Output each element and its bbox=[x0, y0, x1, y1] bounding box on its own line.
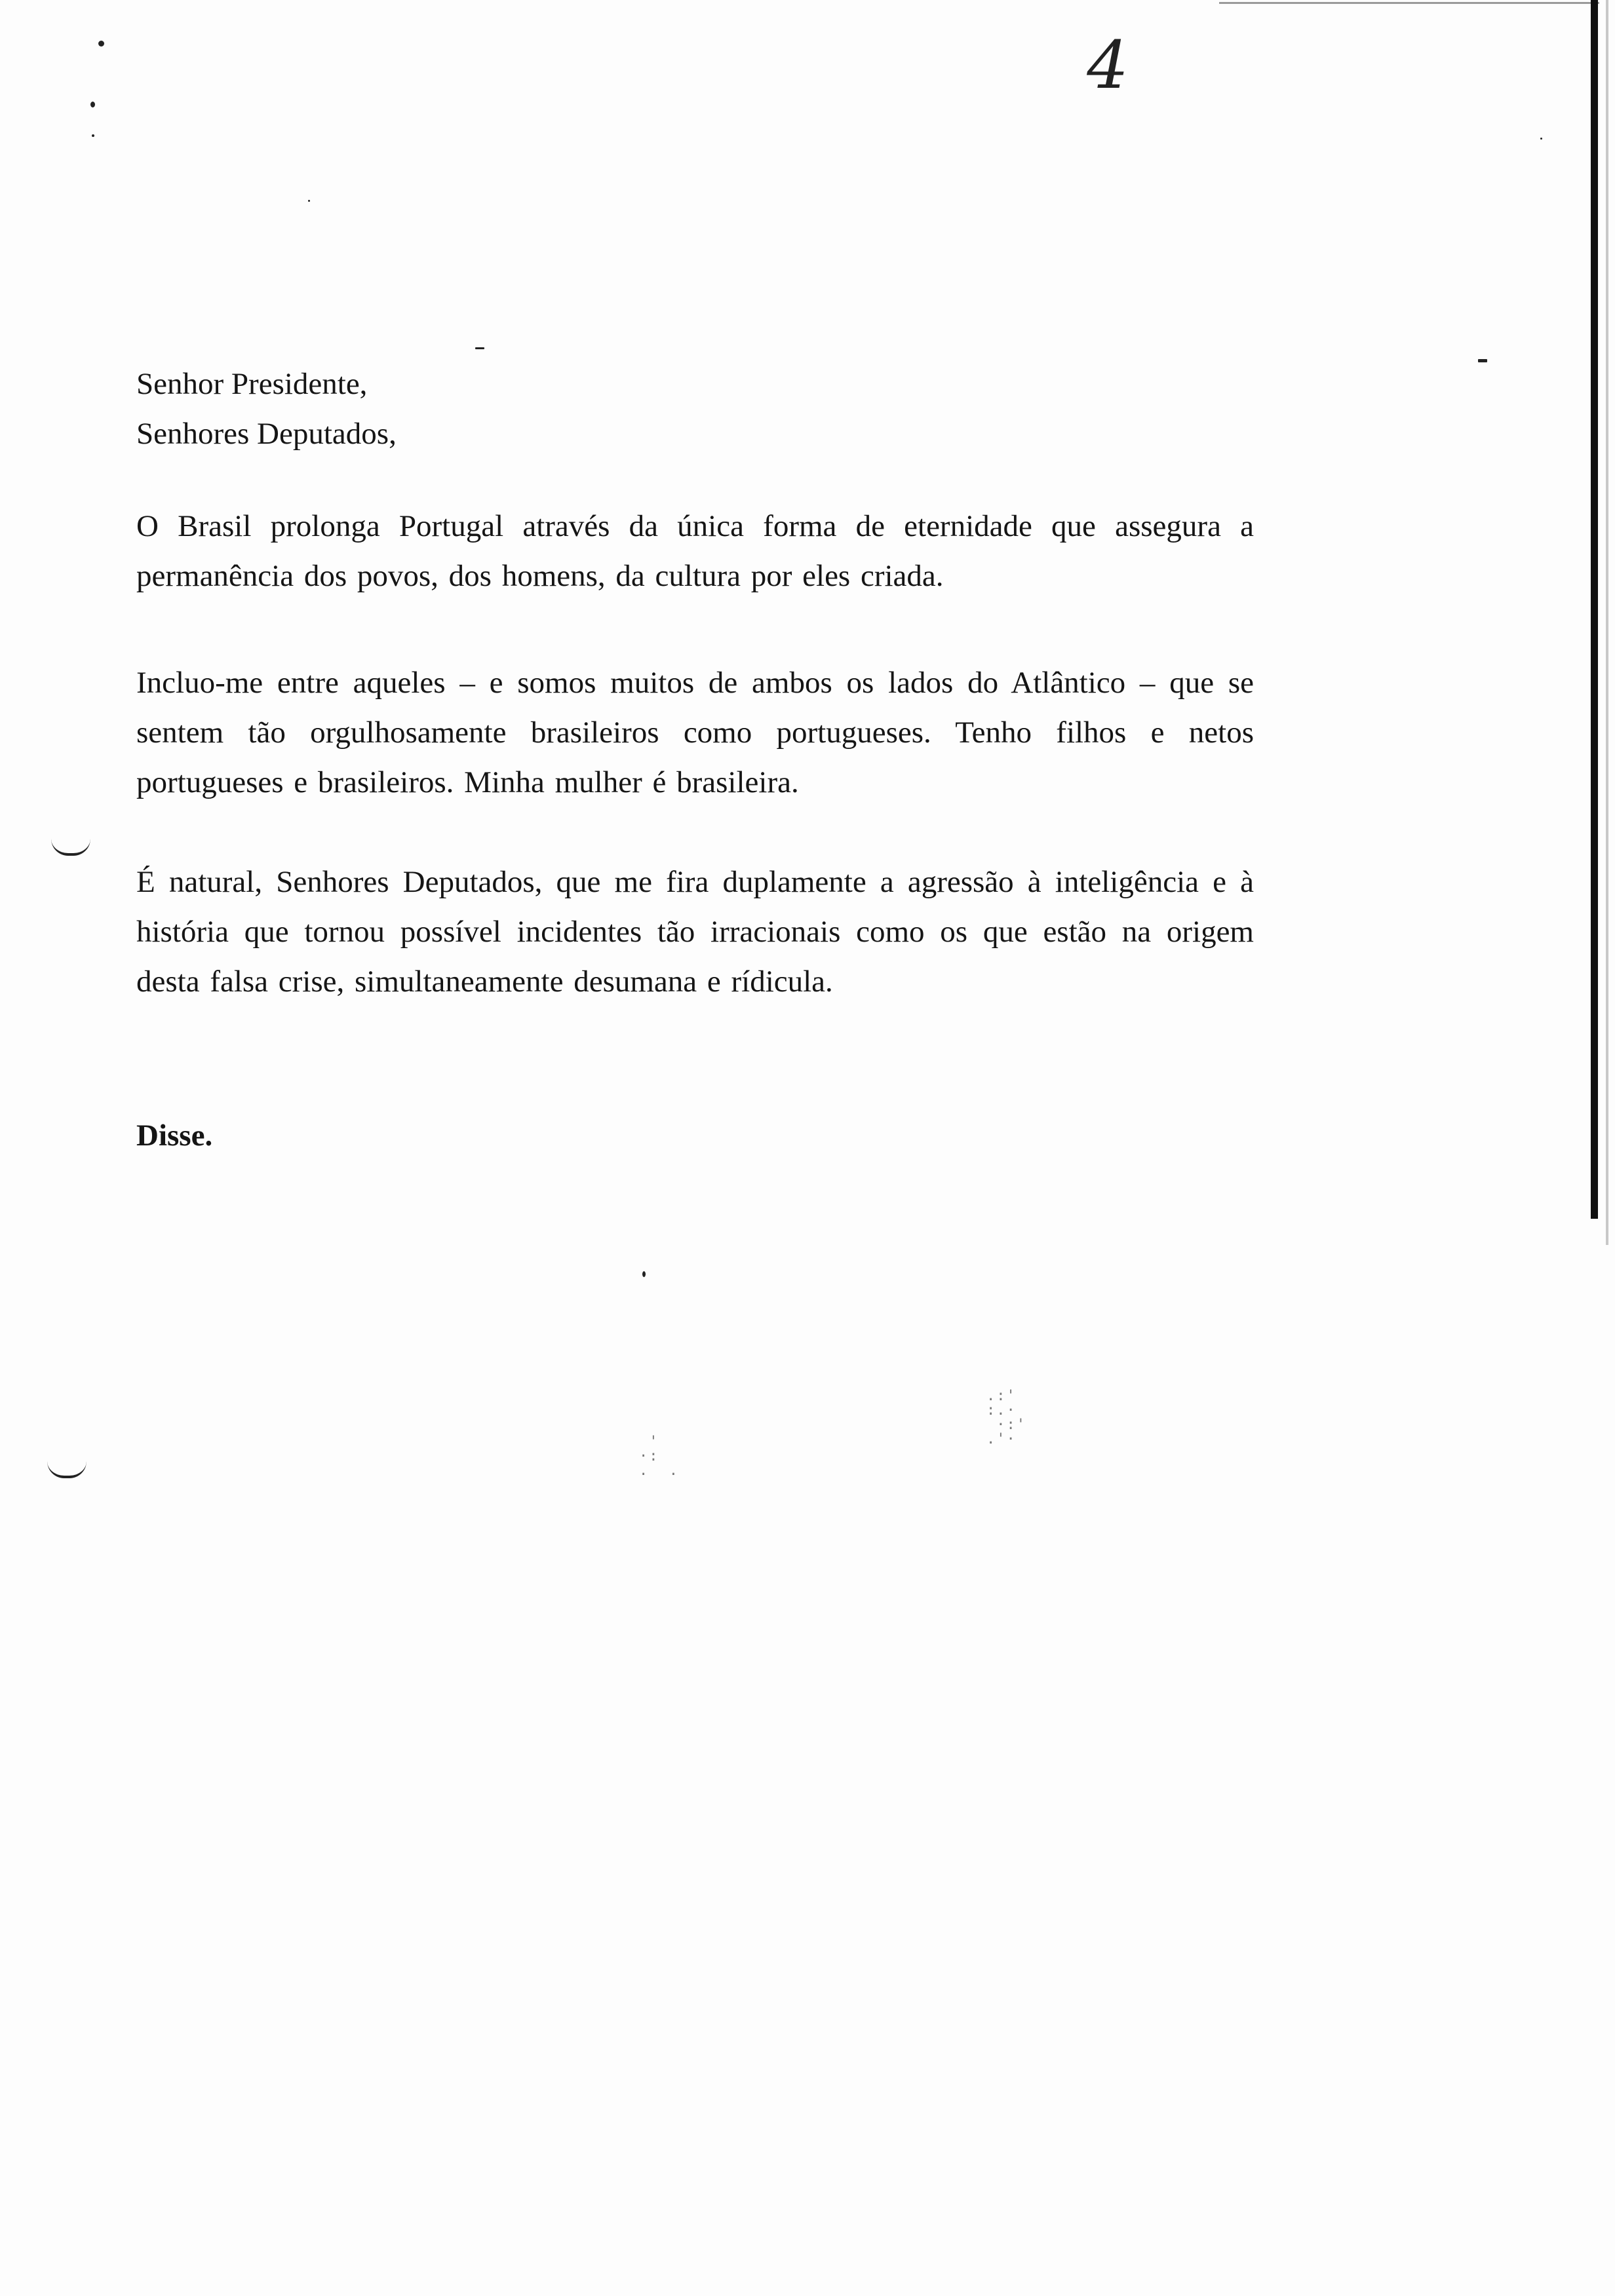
scan-edge-highlight bbox=[1606, 0, 1608, 1245]
scan-speck bbox=[92, 134, 94, 137]
punch-hole-mark bbox=[47, 1461, 87, 1478]
scan-speck bbox=[475, 347, 484, 349]
scan-speck bbox=[642, 1271, 646, 1277]
scan-speck bbox=[90, 102, 95, 107]
page-number: 4 bbox=[1087, 27, 1129, 104]
scan-speck bbox=[98, 41, 104, 47]
salutation-line: Senhores Deputados, bbox=[136, 417, 397, 451]
paragraph: Incluo-me entre aqueles – e somos muitos de ambos os lados do Atlântico – que se sentem tão orgulhosamente brasileiros como portugueses. Tenho filhos e netos portugueses e brasileiros. Minha mulher é brasileira. bbox=[136, 666, 1254, 799]
paragraph: É natural, Senhores Deputados, que me fira duplamente a agressão à inteligência e à história que tornou possível incidentes tão irracionais como os que estão na origem desta falsa crise, simultaneamente desumana e rídicula. bbox=[136, 865, 1254, 999]
punch-hole-mark bbox=[51, 839, 90, 856]
closing-word: Disse. bbox=[136, 1119, 213, 1153]
scan-edge-shadow bbox=[1591, 0, 1598, 1219]
scan-top-rule bbox=[1219, 2, 1599, 4]
salutation bbox=[136, 359, 1254, 459]
scan-speck bbox=[308, 200, 310, 202]
salutation-line: Senhor Presidente, bbox=[136, 367, 368, 401]
scan-speck bbox=[1478, 359, 1487, 362]
scan-dust: ' ·: . . bbox=[639, 1434, 679, 1479]
paragraph: O Brasil prolonga Portugal através da única forma de eternidade que assegura a permanência dos povos, dos homens, da cultura por eles criada. bbox=[136, 509, 1254, 593]
scan-speck bbox=[1540, 138, 1542, 140]
scan-dust: .:' :.· ·:' .'· bbox=[986, 1388, 1026, 1447]
